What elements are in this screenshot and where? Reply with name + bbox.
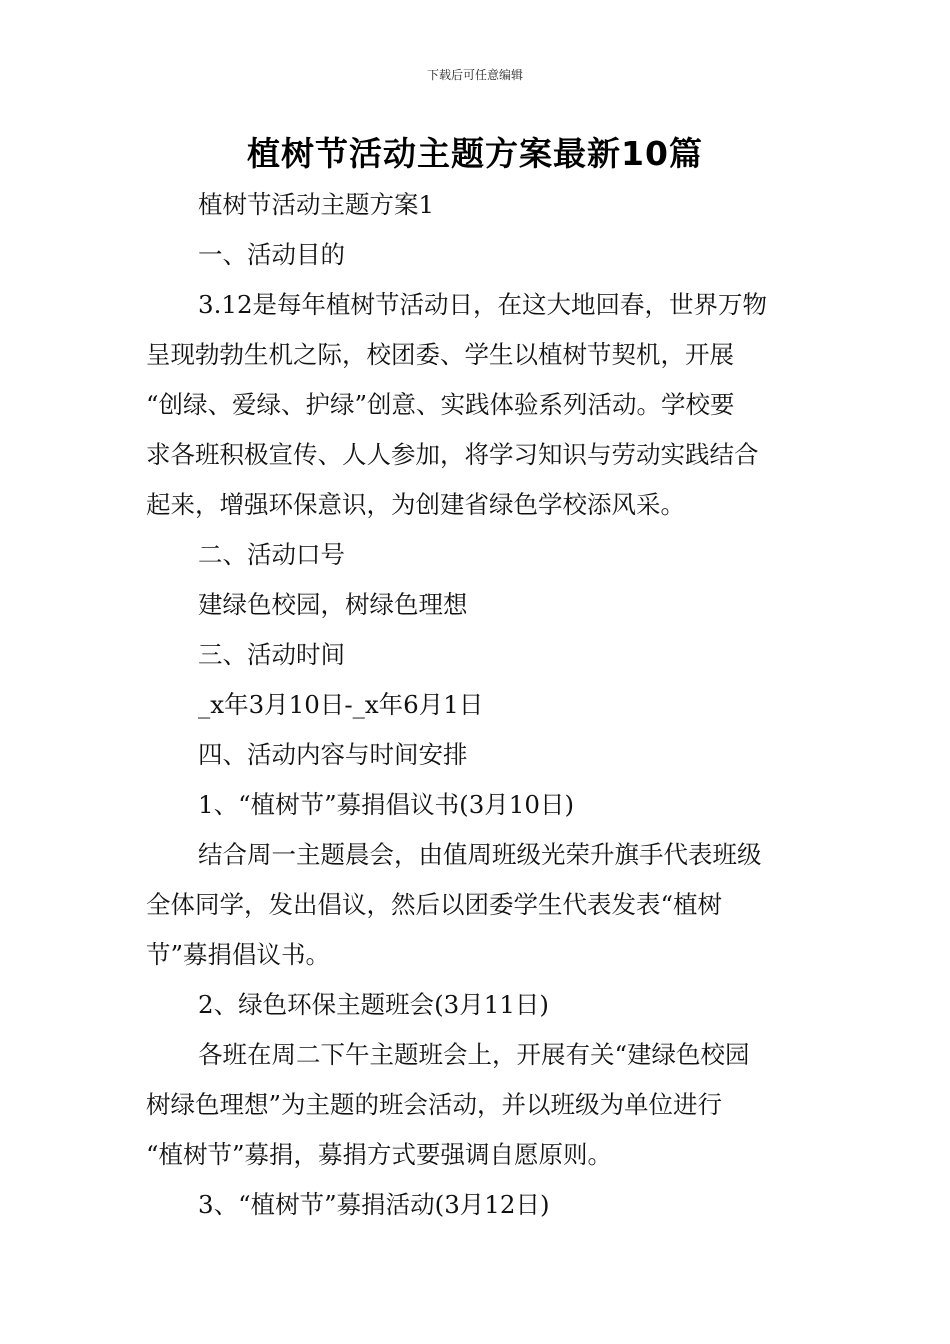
paragraph-line: “植树节”募捐，募捐方式要强调自愿原则。 xyxy=(146,1140,613,1169)
paragraph-line: 节”募捐倡议书。 xyxy=(146,940,331,969)
section-heading-purpose: 一、活动目的 xyxy=(198,240,345,269)
section-heading-slogan: 二、活动口号 xyxy=(198,540,345,569)
document-title: 植树节活动主题方案最新10篇 xyxy=(247,134,703,173)
purpose-paragraph xyxy=(146,280,806,530)
time-text: _x年3月10日-_x年6月1日 xyxy=(198,690,484,719)
item-2-paragraph xyxy=(146,1030,806,1180)
paragraph-line: “创绿、爱绿、护绿”创意、实践体验系列活动。学校要 xyxy=(146,390,735,419)
paragraph-line: 树绿色理想”为主题的班会活动，并以班级为单位进行 xyxy=(146,1090,723,1119)
paragraph-line: 3.12是每年植树节活动日，在这大地回春，世界万物 xyxy=(198,290,768,319)
paragraph-line: 结合周一主题晨会，由值周班级光荣升旗手代表班级 xyxy=(198,840,762,869)
header-note: 下载后可任意编辑 xyxy=(426,68,523,82)
paragraph-line: 各班在周二下午主题班会上，开展有关“建绿色校园 xyxy=(198,1040,750,1069)
slogan-text: 建绿色校园，树绿色理想 xyxy=(198,590,468,619)
paragraph-line: 起来，增强环保意识，为创建省绿色学校添风采。 xyxy=(146,490,685,519)
paragraph-line: 全体同学，发出倡议，然后以团委学生代表发表“植树 xyxy=(146,890,723,919)
item-heading-1: 1、“植树节”募捐倡议书(3月10日) xyxy=(198,790,575,819)
paragraph-line: 呈现勃勃生机之际，校团委、学生以植树节契机，开展 xyxy=(146,340,734,369)
item-heading-3: 3、“植树节”募捐活动(3月12日) xyxy=(198,1190,550,1219)
section-heading-time: 三、活动时间 xyxy=(198,640,345,669)
section-heading-content: 四、活动内容与时间安排 xyxy=(198,740,468,769)
plan-subtitle: 植树节活动主题方案1 xyxy=(198,190,435,219)
document-body xyxy=(146,180,806,1230)
item-1-paragraph xyxy=(146,830,806,980)
item-heading-2: 2、绿色环保主题班会(3月11日) xyxy=(198,990,549,1019)
paragraph-line: 求各班积极宣传、人人参加，将学习知识与劳动实践结合 xyxy=(146,440,759,469)
